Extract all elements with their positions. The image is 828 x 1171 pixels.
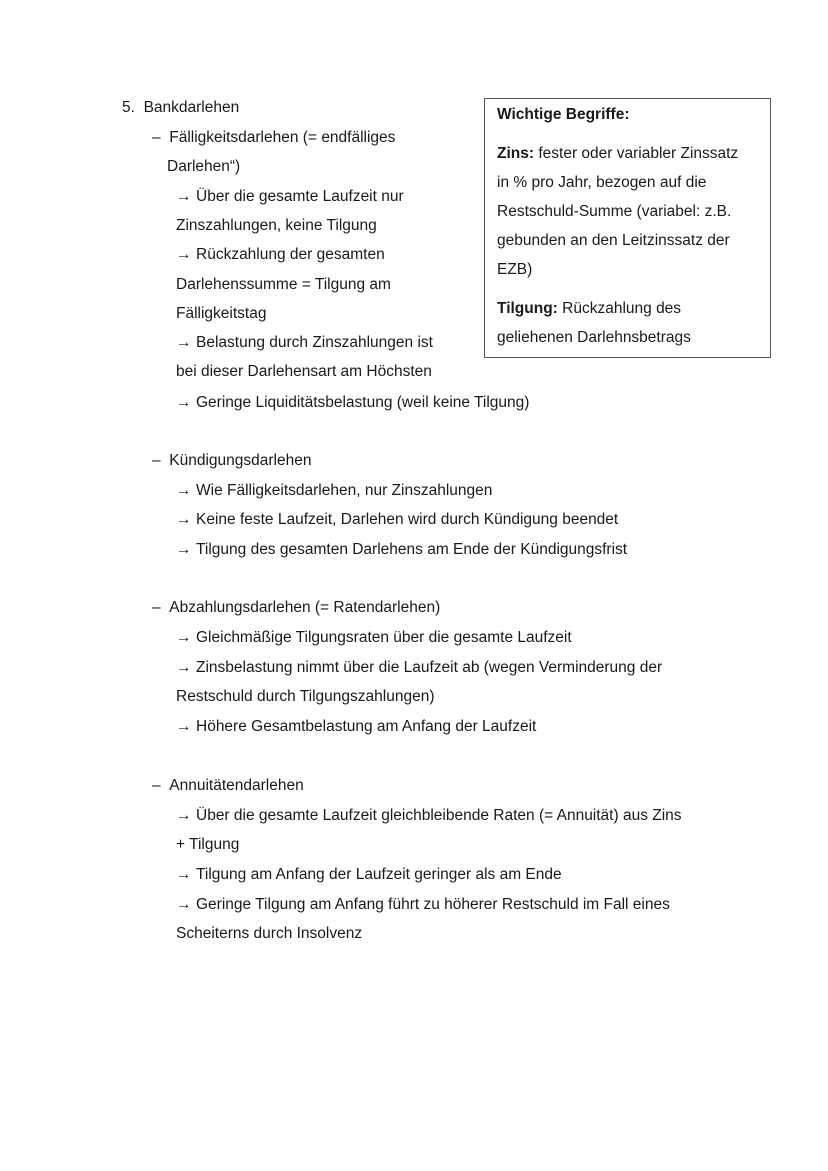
list-item: → Belastung durch Zinszahlungen ist bbox=[176, 334, 433, 351]
dash-bullet: – bbox=[152, 599, 161, 616]
arrow-right-icon: → bbox=[176, 659, 192, 676]
arrow-right-icon: → bbox=[176, 807, 192, 824]
section-title: Bankdarlehen bbox=[143, 99, 240, 116]
arrow-right-icon: → bbox=[176, 866, 192, 883]
list-item-line: Fälligkeitstag bbox=[176, 305, 267, 322]
subsection-title-kuendigungsdarlehen: – Kündigungsdarlehen bbox=[152, 452, 312, 469]
arrow-right-icon: → bbox=[176, 718, 192, 735]
list-item: → Über die gesamte Laufzeit gleichbleibende Raten (= Annuität) aus Zins bbox=[176, 807, 682, 824]
arrow-right-icon: → bbox=[176, 394, 192, 411]
definition-line: geliehenen Darlehnsbetrags bbox=[497, 329, 691, 346]
arrow-right-icon: → bbox=[176, 334, 192, 351]
list-item: → Höhere Gesamtbelastung am Anfang der Laufzeit bbox=[176, 718, 537, 735]
dash-bullet: – bbox=[152, 452, 161, 469]
definitions-box bbox=[484, 98, 771, 358]
list-item: → Tilgung am Anfang der Laufzeit geringer als am Ende bbox=[176, 866, 562, 883]
arrow-right-icon: → bbox=[176, 511, 192, 528]
arrow-right-icon: → bbox=[176, 541, 192, 558]
definition-line: Restschuld-Summe (variabel: z.B. bbox=[497, 203, 732, 220]
arrow-right-icon: → bbox=[176, 482, 192, 499]
list-item: → Geringe Tilgung am Anfang führt zu höherer Restschuld im Fall eines bbox=[176, 896, 670, 913]
list-item-line: + Tilgung bbox=[176, 836, 240, 853]
list-item: → Über die gesamte Laufzeit nur bbox=[176, 188, 404, 205]
list-item: → Zinsbelastung nimmt über die Laufzeit ab (wegen Verminderung der bbox=[176, 659, 663, 676]
dash-bullet: – bbox=[152, 129, 161, 146]
definition-line: in % pro Jahr, bezogen auf die bbox=[497, 174, 707, 191]
section-heading bbox=[122, 98, 239, 118]
arrow-right-icon: → bbox=[176, 629, 192, 646]
subsection-title-faelligkeitsdarlehen: – Fälligkeitsdarlehen (= endfälliges bbox=[152, 129, 396, 146]
list-item-line: Restschuld durch Tilgungszahlungen) bbox=[176, 688, 435, 705]
section-number: 5. bbox=[122, 99, 135, 116]
list-item: → Tilgung des gesamten Darlehens am Ende der Kündigungsfrist bbox=[176, 541, 628, 558]
subsection-title-line: Darlehen“) bbox=[167, 158, 241, 175]
list-item: → Gleichmäßige Tilgungsraten über die gesamte Laufzeit bbox=[176, 629, 572, 646]
arrow-right-icon: → bbox=[176, 246, 192, 263]
definition-zins: Zins: fester oder variabler Zinssatz bbox=[497, 145, 739, 162]
list-item: → Keine feste Laufzeit, Darlehen wird durch Kündigung beendet bbox=[176, 511, 619, 528]
dash-bullet: – bbox=[152, 777, 161, 794]
term-zins: Zins: bbox=[497, 145, 535, 162]
subsection-title-abzahlungsdarlehen: – Abzahlungsdarlehen (= Ratendarlehen) bbox=[152, 599, 441, 616]
box-title: Wichtige Begriffe: bbox=[497, 106, 630, 123]
term-tilgung: Tilgung: bbox=[497, 300, 558, 317]
definition-line: gebunden an den Leitzinssatz der bbox=[497, 232, 730, 249]
list-item-line: Darlehenssumme = Tilgung am bbox=[176, 276, 391, 293]
subsection-title-annuitaetendarlehen: – Annuitätendarlehen bbox=[152, 777, 304, 794]
list-item: → Rückzahlung der gesamten bbox=[176, 246, 385, 263]
list-item-line: bei dieser Darlehensart am Höchsten bbox=[176, 363, 432, 380]
list-item: → Geringe Liquiditätsbelastung (weil keine Tilgung) bbox=[176, 394, 530, 411]
list-item: → Wie Fälligkeitsdarlehen, nur Zinszahlungen bbox=[176, 482, 493, 499]
definition-tilgung: Tilgung: Rückzahlung des bbox=[497, 300, 682, 317]
arrow-right-icon: → bbox=[176, 896, 192, 913]
arrow-right-icon: → bbox=[176, 188, 192, 205]
list-item-line: Zinszahlungen, keine Tilgung bbox=[176, 217, 377, 234]
definition-line: EZB) bbox=[497, 261, 533, 278]
list-item-line: Scheiterns durch Insolvenz bbox=[176, 925, 363, 942]
